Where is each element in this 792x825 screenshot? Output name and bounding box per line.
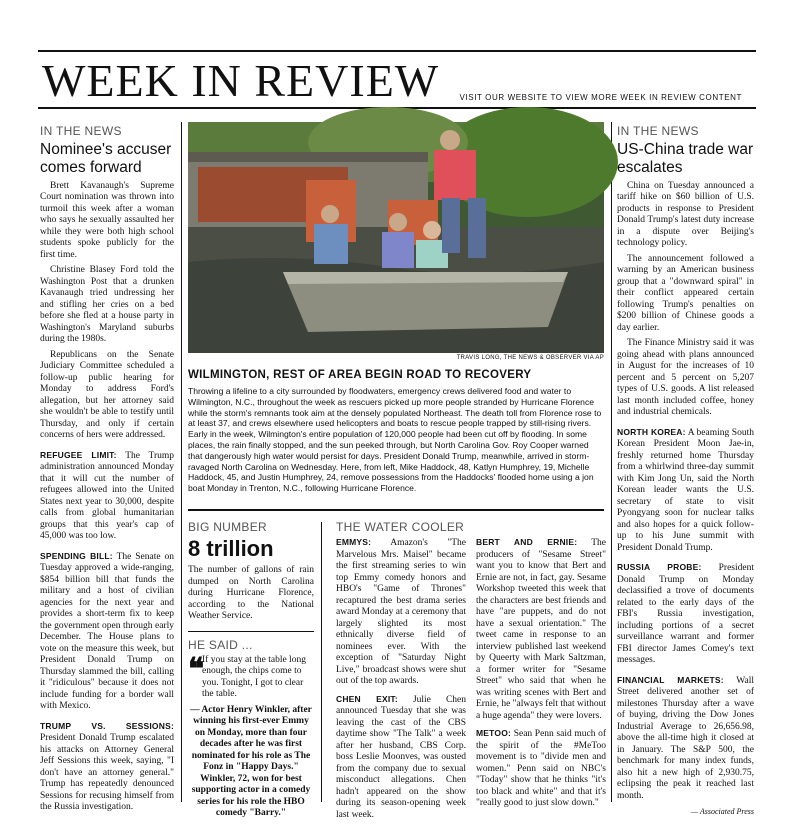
brief-text: Amazon's "The Marvelous Mrs. Maisel" became the first streaming series to win top Emmy comedy honors and HBO's "Game of Thrones" recaptured the best drama series award Monday at a ceremony that largely slighted its most ethnically diverse field of nominees ever. With the exception of "Saturday Night Live," broadcast shows were shut out of the top awards. [336,538,466,686]
brief-spending-bill [40,551,174,713]
big-number-value: 8 trillion [188,536,274,561]
photo-headline: WILMINGTON, REST OF AREA BEGIN ROAD TO RECOVERY [188,369,532,381]
he-said-attribution: — Actor Henry Winkler, after winning his first-ever Emmy on Monday, more than four decades after he was first nominated for his role as The Fonz in "Happy Days." Winkler, 72, won for best supporting actor in a comedy series for his role the HBO comedy "Barry." [190,704,312,819]
brief-bert-and-ernie [476,537,606,722]
big-number-kicker: BIG NUMBER [188,520,268,534]
brief-trump-sessions [40,721,174,814]
brief-text: A beaming South Korean President Moon Jae-in, freshly returned home Thursday from a whirlwind three-day summit with Kim Jong Un, said the North Korean leader wants the U.S. secretary of state to visit Pyongyang soon for nuclear talks and also hopes for a quick follow-up to his June summit with President Donald Trump. [617,427,754,553]
brief-text: The producers of "Sesame Street" want you to know that Bert and Ernie are not, in fact, gay. Sesame Workshop tweeted this week that the characters are best friends and have "are puppets, and do not have a sexual orientation." The tweet came in response to an interview published last weekend by Queerty with Mark Saltzman, a former writer for "Sesame Street" who said that when he was writing scenes with Bert and Ernie, he "always felt that without a huge agenda" they were lovers. [476,538,606,721]
masthead-title: WEEK IN REVIEW [42,55,440,106]
left-headline: Nominee's accuser comes forward [40,141,172,176]
brief-lead: SPENDING BILL: [40,550,113,561]
quote-mark-icon: ❝ [188,652,205,686]
photo-credit: TRAVIS LONG, THE NEWS & OBSERVER VIA AP [456,355,604,361]
right-paragraph: The Finance Ministry said it was going ahead with plans announced in August for the increases of 10 percent and 5 percent on 5,207 types of U.S. goods. A list released last month included coffee, honey and industrial chemicals. [617,338,754,418]
ap-signature: — Associated Press [690,807,754,817]
top-rule [38,50,756,52]
brief-chen-exit [336,694,466,822]
brief-emmys [336,537,466,688]
photo-section-rule [188,509,604,511]
brief-lead: BERT AND ERNIE: [476,537,578,547]
brief-lead: FINANCIAL MARKETS: [617,674,724,685]
water-cooler-col-2 [476,537,606,825]
brief-lead: CHEN EXIT: [336,693,398,704]
water-cooler-kicker: THE WATER COOLER [336,520,465,534]
big-number-column [188,520,314,819]
brief-north-korea [617,427,754,555]
right-paragraph: The announcement followed a warning by an American business group that a "downward spiral" in their conflict appeared certain following Trump's penalties on $200 billion of Chinese goods a day earlier. [617,253,754,333]
left-column [40,124,175,813]
brief-russia-probe [617,562,754,667]
left-paragraph: Republicans on the Senate Judiciary Committee scheduled a follow-up public hearing for Monday to address Ford's allegation, but her attorney said she wouldn't be able to testify until Thursday, and only if certain concerns of hers were addressed. [40,349,174,441]
masthead-tagline[interactable]: VISIT OUR WEBSITE TO VIEW MORE WEEK IN REVIEW CONTENT [459,93,742,102]
right-column [617,124,754,817]
left-kicker: IN THE NEWS [40,124,122,138]
brief-text: President Donald Trump on Monday declassified a trove of documents related to the early days of the FBI's Russia investigation, including portions of a secret surveillance warrant and former FBI director James Comey's text messages. [617,563,754,666]
he-said-quote: If you stay at the table long enough, the chips come to you. Tonight, I got to clear the table. [202,654,306,700]
brief-text: The Senate on Tuesday approved a wide-ranging, $854 billion bill that funds the military and a host of civilian agencies for the next year and provides a short-term fix to keep the government open through early December. The House plans to vote on the measure this week, but President Donald Trump on Thursday slammed the bill, calling it "ridiculous" because it does not include funding for a border wall with Mexico. [40,551,174,712]
left-paragraph: Brett Kavanaugh's Supreme Court nomination was thrown into turmoil this week after a woman who says he sexually assaulted her while they were both high school students spoke publicly for the first time. [40,180,174,260]
flood-photo-image [188,122,604,353]
brief-lead: NORTH KOREA: [617,426,686,437]
brief-metoo [476,728,606,810]
flood-photo[interactable] [188,122,604,353]
right-paragraph: China on Tuesday announced a tariff hike on $60 billion of U.S. products in response to President Donald Trump's latest duty increase in a dispute over Beijing's technology policy. [617,180,754,249]
he-said-quote-block [188,652,314,701]
brief-lead: EMMYS: [336,537,372,547]
left-column-divider [181,122,182,802]
photo-caption: Throwing a lifeline to a city surrounded by floodwaters, emergency crews delivered food and water to Wilmington, N.C., throughout the week as rescuers picked up more people stranded by Hurricane Florence while the storm's remnants took aim at the densely populated Northeast. The death toll from Florence rose to at least 37, and crews elsewhere used helicopters and boats to rescue people trapped by still-rising rivers. Early in the week, Wilmington's entire population of 120,000 people had been cut off by flooding. In some places, the rain finally stopped, and the sun peeked through, but North Carolina Gov. Roy Cooper warned that dangerously high water would persist for days. President Donald Trump, meanwhile, arrived in storm-ravaged North Carolina on Wednesday. Here, from left, Mike Haddock, 48, Katlyn Humphrey, 19, Michelle Haddock, 45, and Justin Humphrey, 24, remove possessions from the Haddocks' flooded home using a jon boat Monday in Trenton, N.C., following Hurricane Florence. [188,386,602,494]
he-said-rule [188,631,314,632]
water-cooler-col-1 [336,537,466,825]
brief-text: Wall Street delivered another set of milestones Thursday after a wave of buying, driving the Dow Jones Industrial Average to 26,656.98, above the all-time high it closed at in January. The S&P 500, the benchmark for many index funds, also hit a new high of 2,930.75, eclipsing the peak it reached last month. [617,675,754,801]
water-cooler-section [336,520,607,820]
center-column-divider [321,522,322,802]
brief-lead: TRUMP VS. SESSIONS: [40,720,174,731]
brief-text: Julie Chen announced Tuesday that she was leaving the cast of the CBS daytime show "The Talk" a week after her husband, CBS Corp. boss Leslie Moonves, was ousted from the company due to sexual misconduct allegations. Chen hadn't appeared on the show during its season-opening week last week. [336,694,466,820]
brief-lead: REFUGEE LIMIT: [40,449,117,460]
right-headline: US-China trade war escalates [617,141,754,176]
big-number-text: The number of gallons of rain dumped on North Carolina during Hurricane Florence, according to the National Weather Service. [188,565,314,622]
right-column-divider [611,122,612,802]
brief-refugee-limit [40,450,174,543]
right-kicker: IN THE NEWS [617,124,699,138]
he-said-kicker: HE SAID ... [188,637,253,652]
brief-financial-markets [617,675,754,803]
brief-lead: RUSSIA PROBE: [617,562,702,573]
brief-text: The Trump administration announced Monday that it will cut the number of refugees allowed into the United States next year to 30,000, despite calls from global humanitarian groups that this year's cap of 45,000 was too low. [40,450,175,542]
brief-text: Sean Penn said much of the spirit of the #MeToo movement is to "divide men and women." Penn said on NBC's "Today" show that he thinks "it's too black and white" and that it's "really good to just slow down." [476,729,607,808]
brief-text: President Donald Trump escalated his attacks on Attorney General Jeff Sessions this week, saying, "I don't have an attorney general." Trump has repeatedly denounced Sessions for recusing himself from the Russia investigation. [40,733,174,813]
left-paragraph: Christine Blasey Ford told the Washington Post that a drunken Kavanaugh tried undressing her and stifling her cries on a bed before she fled at a house party in Washington's Maryland suburbs during the 1980s. [40,265,174,345]
water-cooler-columns [336,537,606,825]
brief-lead: METOO: [476,728,512,738]
